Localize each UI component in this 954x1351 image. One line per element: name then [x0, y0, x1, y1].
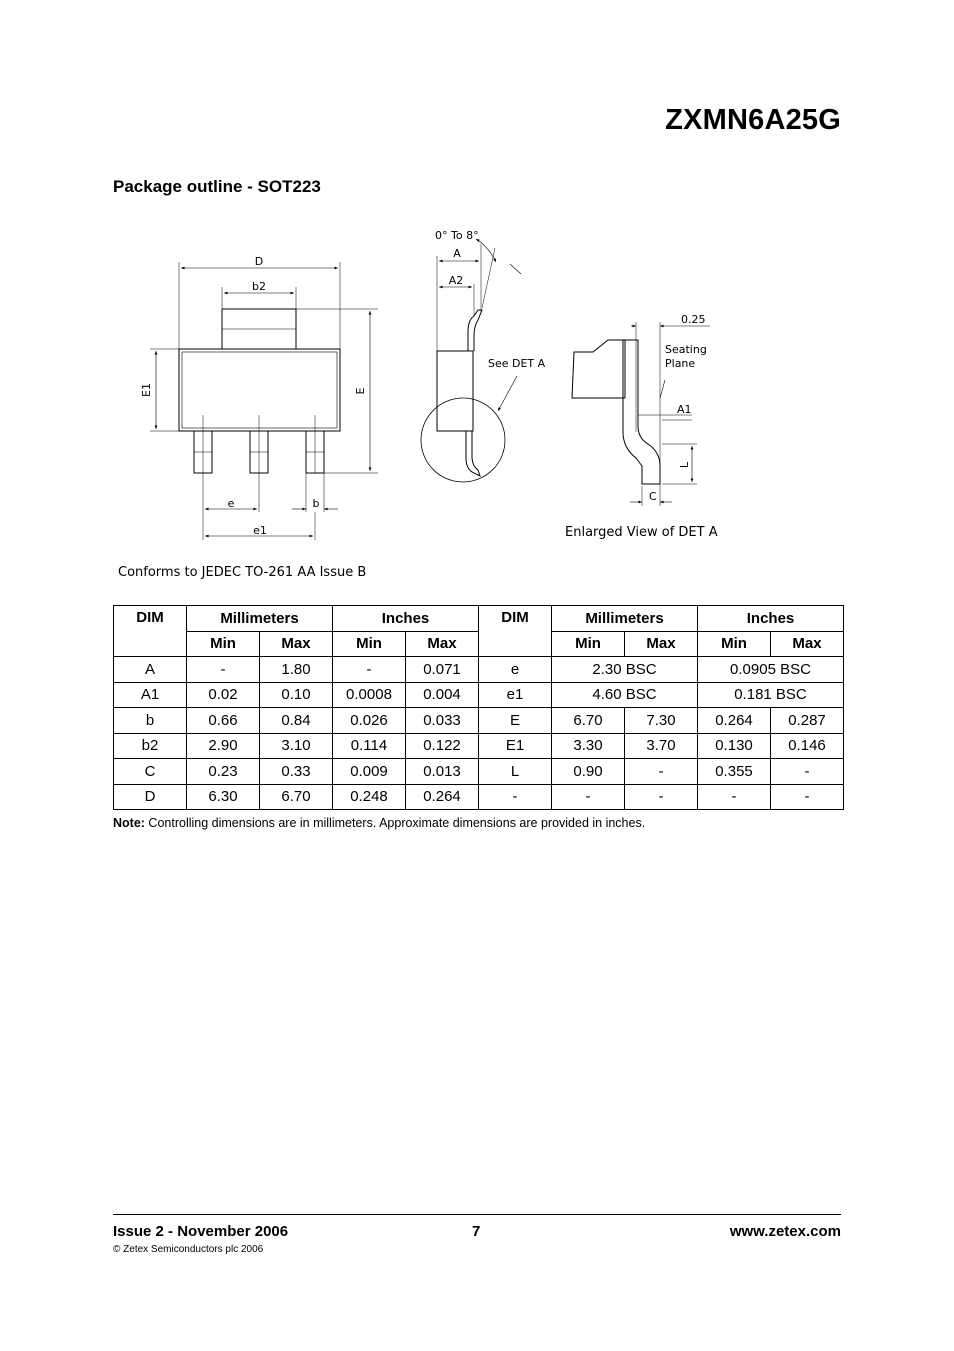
- package-outline-drawing: [0, 0, 954, 560]
- table-header-row: [114, 606, 844, 632]
- col-millimeters: Millimeters: [187, 606, 333, 632]
- col-in-max: Max: [406, 631, 479, 657]
- table-row: C 0.23 0.33 0.009 0.013 L 0.90 - 0.355 -: [114, 759, 844, 785]
- jedec-conformance: Conforms to JEDEC TO-261 AA Issue B: [118, 565, 367, 580]
- note-label: Note:: [113, 816, 145, 830]
- table-row: b2 2.90 3.10 0.114 0.122 E1 3.30 3.70 0.130 0.146: [114, 733, 844, 759]
- label-L: L: [678, 461, 691, 469]
- label-b: b: [312, 497, 320, 510]
- label-e1: e1: [253, 524, 267, 537]
- label-plane: Plane: [665, 357, 696, 370]
- side-view-body: [437, 351, 473, 431]
- detail-body: [572, 340, 625, 398]
- col-millimeters-2: Millimeters: [552, 606, 698, 632]
- col-dim: DIM: [114, 606, 187, 657]
- label-e: e: [227, 497, 235, 510]
- label-A1: A1: [677, 403, 692, 416]
- page-number: 7: [472, 1223, 481, 1240]
- col-dim-2: DIM: [479, 606, 552, 657]
- label-gauge: 0.25: [681, 313, 706, 326]
- col-in-min-2: Min: [698, 631, 771, 657]
- note-text: Controlling dimensions are in millimeters. Approximate dimensions are provided in inches.: [144, 816, 646, 830]
- copyright: © Zetex Semiconductors plc 2006: [113, 1244, 264, 1255]
- dimensions-note: [113, 816, 645, 830]
- col-mm-min: Min: [187, 631, 260, 657]
- col-in-min: Min: [333, 631, 406, 657]
- footer-divider: [113, 1214, 841, 1215]
- table-row: b 0.66 0.84 0.026 0.033 E 6.70 7.30 0.264 0.287: [114, 708, 844, 734]
- col-mm-min-2: Min: [552, 631, 625, 657]
- label-enlarged-view: Enlarged View of DET A: [565, 525, 718, 540]
- col-inches: Inches: [333, 606, 479, 632]
- label-see-det-a: See DET A: [488, 357, 546, 370]
- part-number: ZXMN6A25G: [665, 104, 841, 136]
- col-mm-max-2: Max: [625, 631, 698, 657]
- footer-website: www.zetex.com: [729, 1223, 841, 1240]
- footer-issue: Issue 2 - November 2006: [113, 1223, 289, 1240]
- label-E1: E1: [140, 383, 153, 397]
- label-D: D: [254, 255, 264, 268]
- side-view-lead: [468, 310, 482, 351]
- label-angle: 0° To 8°: [435, 229, 479, 242]
- table-row: A1 0.02 0.10 0.0008 0.004 e1 4.60 BSC 0.181 BSC: [114, 682, 844, 708]
- det-a-circle: [421, 398, 505, 482]
- col-mm-max: Max: [260, 631, 333, 657]
- label-b2: b2: [252, 280, 266, 293]
- label-C: C: [649, 490, 657, 503]
- col-in-max-2: Max: [771, 631, 844, 657]
- section-title: Package outline - SOT223: [113, 177, 321, 196]
- label-E: E: [354, 387, 367, 395]
- dimensions-table: [113, 605, 844, 810]
- label-seating: Seating: [665, 343, 707, 356]
- table-row: A - 1.80 - 0.071 e 2.30 BSC 0.0905 BSC: [114, 657, 844, 683]
- col-inches-2: Inches: [698, 606, 844, 632]
- table-row: D 6.30 6.70 0.248 0.264 - - - - -: [114, 784, 844, 810]
- label-A2: A2: [448, 274, 464, 287]
- label-A: A: [453, 247, 461, 260]
- detail-lead: [623, 340, 660, 484]
